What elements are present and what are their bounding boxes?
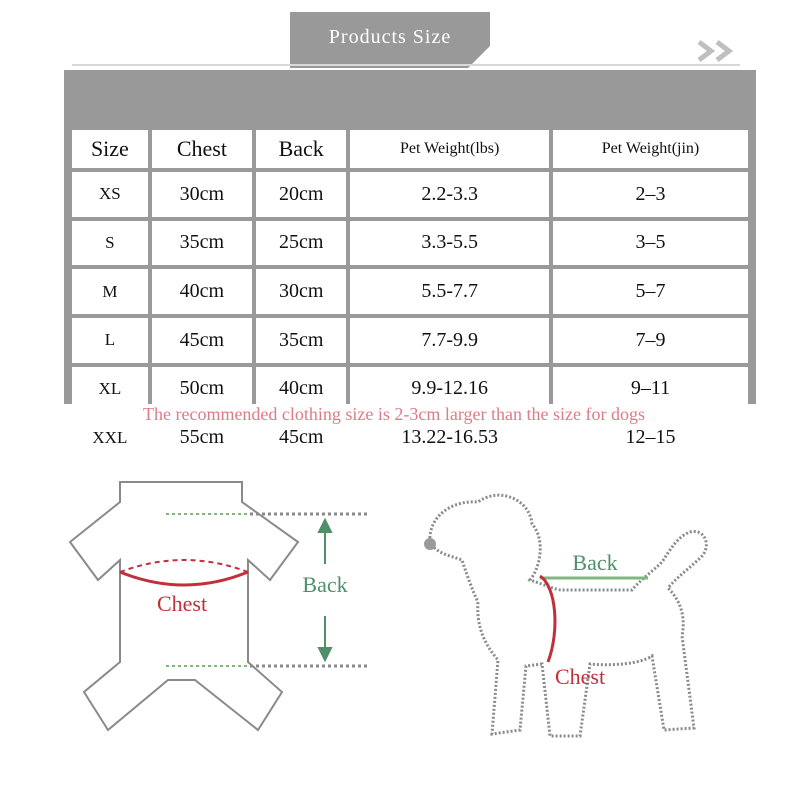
- garment-chest-measure: [120, 560, 248, 585]
- column-header-back: Back: [256, 130, 346, 168]
- dog-chest-label: Chest: [554, 664, 606, 689]
- cell-size: XXL: [72, 415, 148, 460]
- cell-chest: 55cm: [152, 415, 252, 460]
- header-title: Products Size: [328, 26, 452, 48]
- cell-size: XS: [72, 172, 148, 217]
- cell-weight-lbs: 5.5-7.7: [350, 269, 549, 314]
- table-row: [72, 269, 748, 314]
- header-tab: [290, 12, 490, 68]
- double-chevron-right-icon: [695, 36, 745, 66]
- cell-weight-jin: 2–3: [553, 172, 748, 217]
- cell-chest: 45cm: [152, 318, 252, 363]
- column-header-chest: Chest: [152, 130, 252, 168]
- table-row: [72, 318, 748, 363]
- cell-chest: 30cm: [152, 172, 252, 217]
- cell-weight-lbs: 7.7-9.9: [350, 318, 549, 363]
- cell-size: L: [72, 318, 148, 363]
- column-header-weight-lbs: Pet Weight(lbs): [350, 130, 549, 168]
- dog-back-label: Back: [572, 550, 618, 575]
- cell-weight-jin: 3–5: [553, 221, 748, 266]
- cell-weight-lbs: 2.2-3.3: [350, 172, 549, 217]
- cell-chest: 40cm: [152, 269, 252, 314]
- dog-nose-icon: [424, 538, 436, 550]
- table-row: [72, 172, 748, 217]
- cell-weight-jin: 7–9: [553, 318, 748, 363]
- cell-back: 20cm: [256, 172, 346, 217]
- cell-chest: 50cm: [152, 367, 252, 412]
- column-header-size: Size: [72, 130, 148, 168]
- column-header-weight-jin: Pet Weight(jin): [553, 130, 748, 168]
- garment-chest-label: Chest: [156, 591, 208, 616]
- cell-weight-jin: 12–15: [553, 415, 748, 460]
- cell-chest: 35cm: [152, 221, 252, 266]
- cell-weight-lbs: 13.22-16.53: [350, 415, 549, 460]
- size-recommendation-note: The recommended clothing size is 2-3cm larger than the size for dogs: [142, 404, 645, 424]
- table-banner: [64, 70, 756, 130]
- cell-back: 30cm: [256, 269, 346, 314]
- measurement-diagrams: [0, 440, 800, 800]
- table-header-row: [72, 130, 748, 168]
- cell-back: 45cm: [256, 415, 346, 460]
- cell-weight-lbs: 3.3-5.5: [350, 221, 549, 266]
- cell-back: 35cm: [256, 318, 346, 363]
- cell-size: XL: [72, 367, 148, 412]
- cell-size: M: [72, 269, 148, 314]
- cell-weight-jin: 9–11: [553, 367, 748, 412]
- cell-weight-jin: 5–7: [553, 269, 748, 314]
- dog-outline-icon: [430, 495, 706, 736]
- cell-back: 25cm: [256, 221, 346, 266]
- header-divider: [72, 64, 740, 66]
- cell-weight-lbs: 9.9-12.16: [350, 367, 549, 412]
- cell-back: 40cm: [256, 367, 346, 412]
- garment-back-label: Back: [302, 572, 348, 597]
- cell-size: S: [72, 221, 148, 266]
- table-row: [72, 221, 748, 266]
